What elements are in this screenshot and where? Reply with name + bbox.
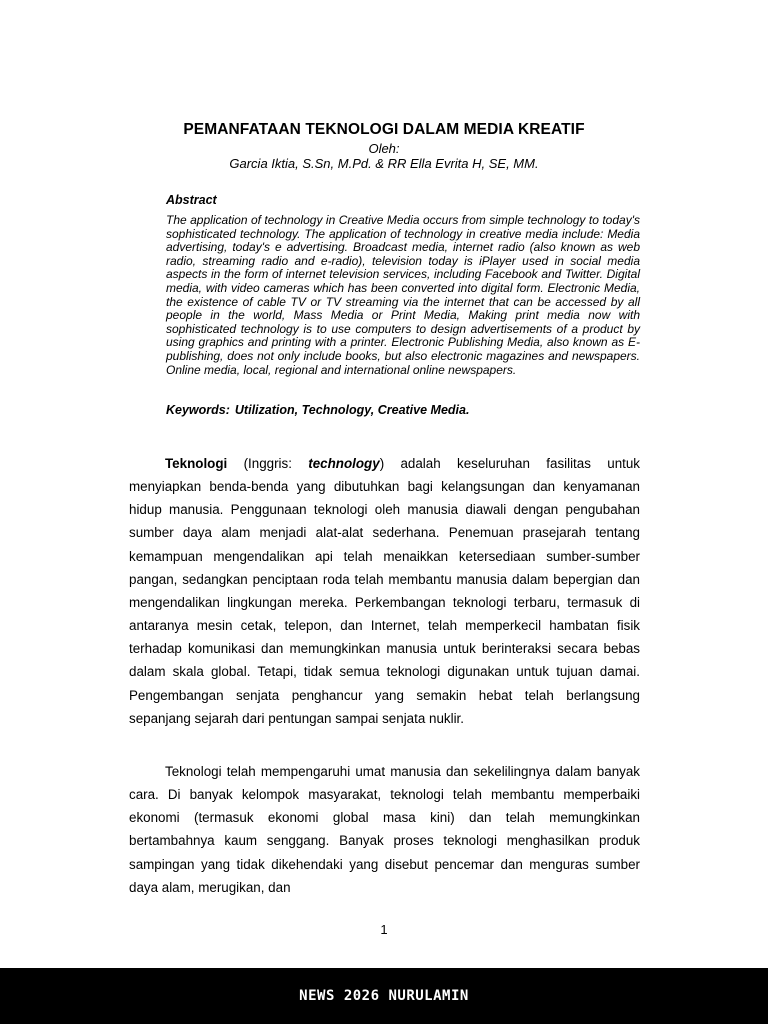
keywords — [166, 403, 640, 417]
authors: Garcia Iktia, S.Sn, M.Pd. & RR Ella Evrita H, SE, MM. — [229, 156, 539, 171]
term-english: technology — [308, 456, 380, 471]
paren-open: (Inggris: — [227, 456, 309, 471]
keywords-label: Keywords: — [166, 403, 230, 417]
paper-title: PEMANFATAAN TEKNOLOGI DALAM MEDIA KREATIF — [183, 121, 585, 138]
keywords-text: Utilization, Technology, Creative Media. — [234, 403, 470, 417]
page-number: 1 — [380, 922, 388, 937]
body-paragraph-1 — [129, 452, 640, 730]
term-teknologi: Teknologi — [165, 456, 228, 471]
body-paragraph-2: Teknologi telah mempengaruhi umat manusia dan sekelilingnya dalam banyak cara. Di banyak kelompok masyarakat, teknologi telah membantu memperbaiki ekonomi (termasuk ekonomi global masa kini) dan telah memungkinkan bertambahnya kaum senggang. Banyak proses teknologi menghasilkan produk sampingan yang tidak dikehendaki yang disebut pencemar dan menguras sumber daya alam, merugikan, dan — [129, 764, 640, 895]
footer-caption: NEWS 2026 NURULAMIN — [299, 988, 469, 1004]
byline-label: Oleh: — [368, 141, 400, 156]
abstract-heading: Abstract — [166, 193, 217, 207]
paragraph-1-text: ) adalah keseluruhan fasilitas untuk menyiapkan benda-benda yang dibutuhkan bagi kelangsungan dan kenyamanan hidup manusia. Penggunaan teknologi oleh manusia diawali dengan pengubahan sumber daya alam menjadi alat-alat sederhana. Penemuan prasejarah tentang kemampuan mengendalikan api telah menaikkan ketersediaan sumber-sumber pangan, sedangkan penciptaan roda telah membantu manusia dalam bepergian dan mengendalikan lingkungan mereka. Perkembangan teknologi terbaru, termasuk di antaranya mesin cetak, telepon, dan Internet, telah memperkecil hambatan fisik terhadap komunikasi dan memungkinkan manusia untuk berinteraksi secara bebas dalam skala global. Tetapi, tidak semua teknologi digunakan untuk tujuan damai. Pengembangan senjata penghancur yang semakin hebat telah berlangsung sepanjang sejarah dari pentungan sampai senjata nuklir. — [129, 456, 640, 726]
footer-bar — [0, 968, 768, 1024]
abstract-text: The application of technology in Creative Media occurs from simple technology to today's sophisticated technology. The application of technology in creative media include: Media advertising, today's e advertising. Broadcast media, internet radio (also known as web radio, streaming radio and e-radio), television today is iPlayer used in social media aspects in the form of internet television services, including Facebook and Twitter. Digital media, with video cameras which has been converted into digital form. Electronic Media, the existence of cable TV or TV streaming via the internet that can be accessed by all people in the world, Mass Media or Print Media, Making print media now with sophisticated technology is to use computers to design advertisements of a product by using graphics and printing with a printer. Electronic Publishing Media, also known as E-publishing, does not only include books, but also electronic magazines and newspapers. Online media, local, regional and international online newspapers. — [166, 213, 640, 377]
